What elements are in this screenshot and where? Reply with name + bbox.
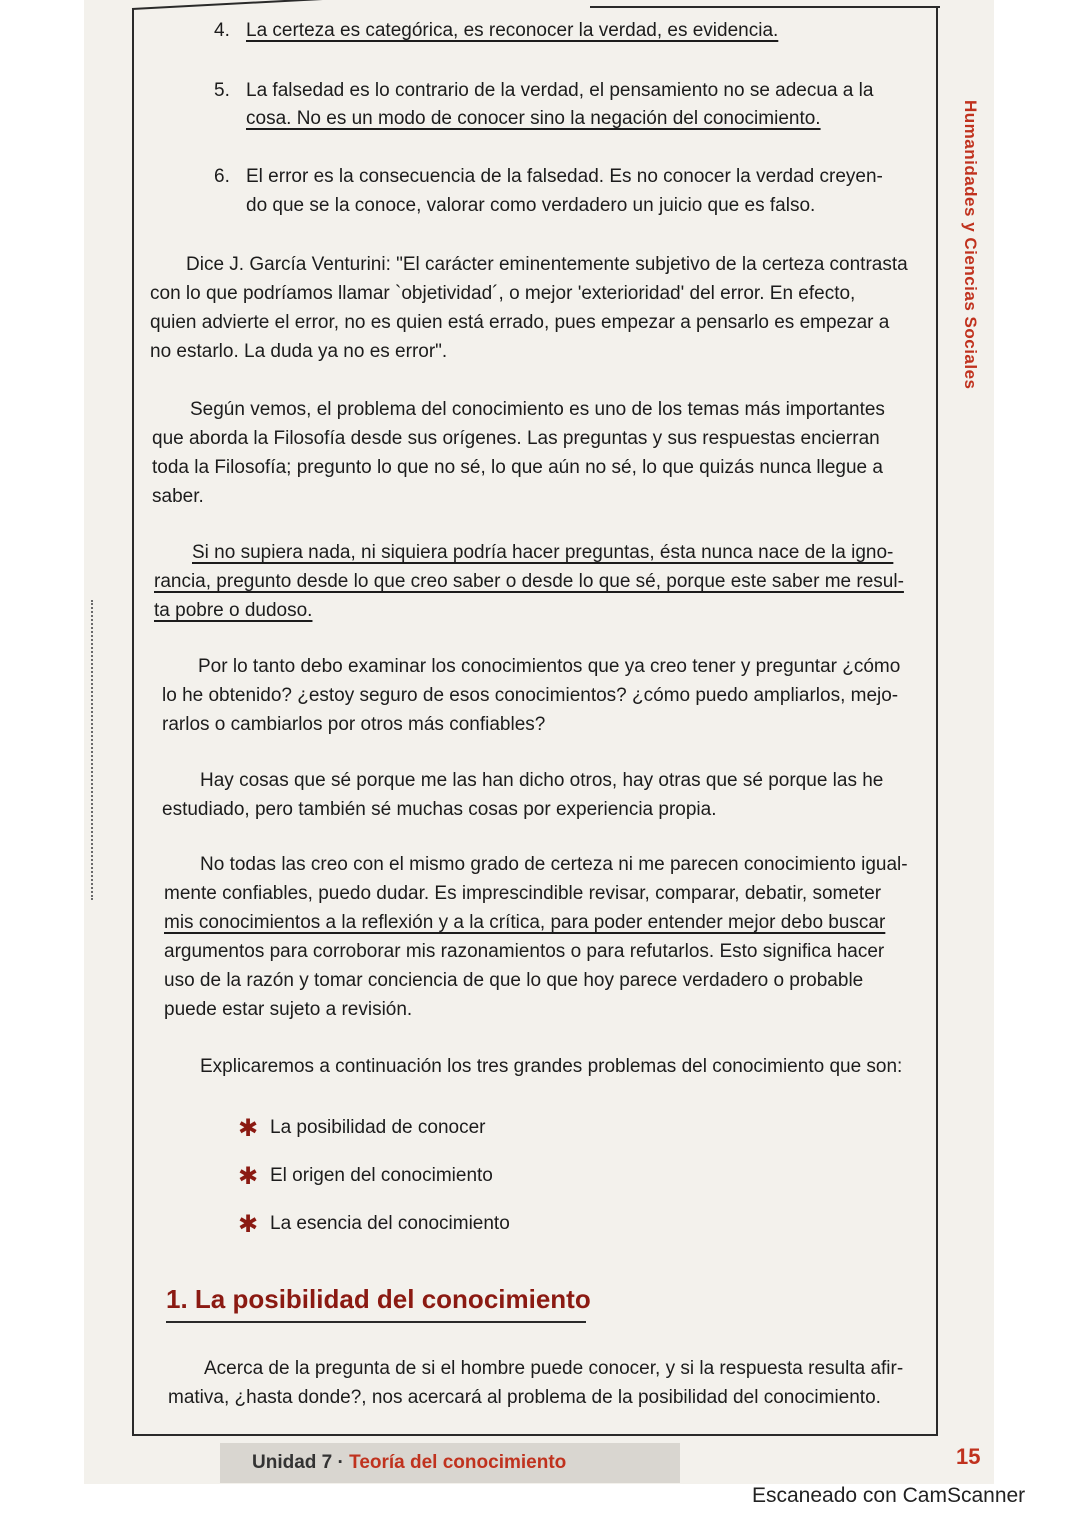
- paragraph-line: rancia, pregunto desde lo que creo saber o desde lo que sé, porque este saber me resul-: [154, 571, 904, 592]
- scanner-watermark: Escaneado con CamScanner: [752, 1484, 1026, 1507]
- item-6-line2: do que se la conoce, valorar como verdadero un juicio que es falso.: [246, 195, 816, 216]
- paragraph-line: Por lo tanto debo examinar los conocimientos que ya creo tener y preguntar ¿cómo: [198, 656, 901, 677]
- asterisk-icon: ✱: [238, 1210, 259, 1238]
- paragraph-line: Hay cosas que sé porque me las han dicho otros, hay otras que sé porque las he: [200, 770, 884, 791]
- paragraph-line: mativa, ¿hasta donde?, nos acercará al problema de la posibilidad del conocimiento.: [168, 1387, 881, 1408]
- page-number: 15: [956, 1444, 981, 1469]
- paragraph-line: Explicaremos a continuación los tres grandes problemas del conocimiento que son:: [200, 1056, 903, 1077]
- paragraph-line: Si no supiera nada, ni siquiera podría hacer preguntas, ésta nunca nace de la igno-: [192, 542, 894, 563]
- section-title: 1. La posibilidad del conocimiento: [166, 1284, 591, 1323]
- item-6-line1: El error es la consecuencia de la falsedad. Es no conocer la verdad creyen-: [246, 166, 883, 187]
- footer-unit: Unidad 7 · Teoría del conocimiento: [252, 1452, 567, 1473]
- quote-line: Dice J. García Venturini: "El carácter eminentemente subjetivo de la certeza contrasta: [186, 254, 908, 275]
- list-item: ✱ El origen del conocimiento: [238, 1162, 493, 1190]
- quote-line: con lo que podríamos llamar `objetividad´, o mejor 'exterioridad' del error. En efecto,: [150, 283, 856, 304]
- quote-line: no estarlo. La duda ya no es error".: [150, 341, 448, 362]
- paragraph-line: Según vemos, el problema del conocimiento es uno de los temas más importantes: [190, 399, 885, 420]
- item-number: 6.: [214, 166, 230, 187]
- list-item: ✱ La posibilidad de conocer: [238, 1114, 486, 1142]
- paragraph-line: mis conocimientos a la reflexión y a la crítica, para poder entender mejor debo buscar: [164, 912, 886, 933]
- paragraph-line: uso de la razón y tomar conciencia de que lo que hoy parece verdadero o probable: [164, 970, 864, 991]
- margin-dots: [91, 600, 95, 900]
- item-5-line1: La falsedad es lo contrario de la verdad, el pensamiento no se adecua a la: [246, 80, 874, 101]
- paragraph-line: lo he obtenido? ¿estoy seguro de esos conocimientos? ¿cómo puedo ampliarlos, mejo-: [162, 685, 899, 706]
- side-title: Humanidades y Ciencias Sociales: [961, 100, 980, 390]
- paragraph-line: ta pobre o dudoso.: [154, 600, 313, 621]
- paragraph-line: estudiado, pero también sé muchas cosas por experiencia propia.: [162, 799, 717, 820]
- paragraph-line: que aborda la Filosofía desde sus orígenes. Las preguntas y sus respuestas encierran: [152, 428, 880, 449]
- paragraph-line: mente confiables, puedo dudar. Es imprescindible revisar, comparar, debatir, someter: [164, 883, 882, 904]
- paragraph-line: rarlos o cambiarlos por otros más confiables?: [162, 714, 546, 735]
- paragraph-line: Acerca de la pregunta de si el hombre puede conocer, y si la respuesta resulta afir-: [204, 1358, 904, 1379]
- item-4-text: La certeza es categórica, es reconocer la verdad, es evidencia.: [246, 20, 779, 41]
- quote-line: quien advierte el error, no es quien está errado, pues empezar a pensarlo es empezar a: [150, 312, 890, 333]
- paragraph-line: saber.: [152, 486, 204, 507]
- list-item: ✱ La esencia del conocimiento: [238, 1210, 510, 1238]
- paragraph-line: puede estar sujeto a revisión.: [164, 999, 413, 1020]
- item-5-line2: cosa. No es un modo de conocer sino la negación del conocimiento.: [246, 108, 821, 129]
- paragraph-line: toda la Filosofía; pregunto lo que no sé, lo que aún no sé, lo que quizás nunca llegue a: [152, 457, 883, 478]
- item-number: 4.: [214, 20, 230, 41]
- item-number: 5.: [214, 80, 230, 101]
- asterisk-icon: ✱: [238, 1114, 259, 1142]
- paragraph-line: No todas las creo con el mismo grado de certeza ni me parecen conocimiento igual-: [200, 854, 908, 875]
- asterisk-icon: ✱: [238, 1162, 259, 1190]
- paragraph-line: argumentos para corroborar mis razonamientos o para refutarlos. Esto significa hacer: [164, 941, 885, 962]
- bullet-list: [238, 1104, 510, 1248]
